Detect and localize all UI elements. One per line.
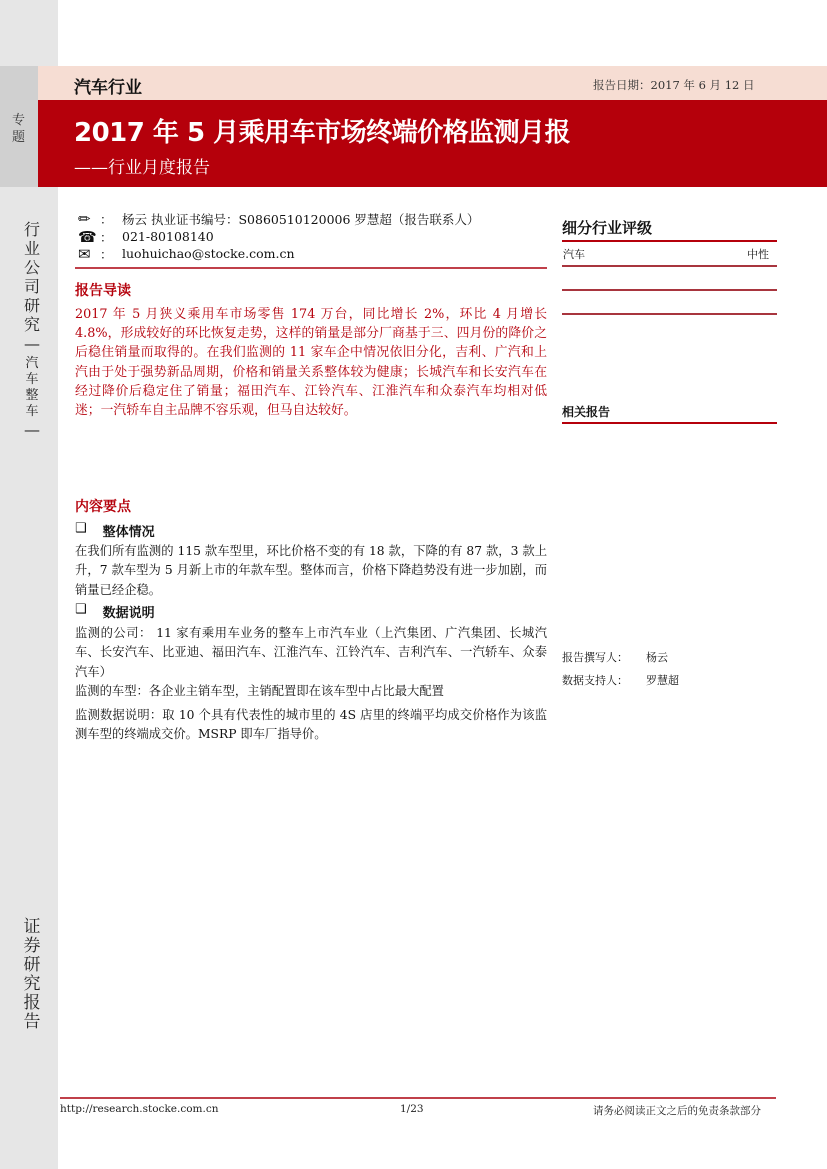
- page-subtitle: ——行业月度报告: [74, 158, 210, 178]
- overall-title: 整体情况: [102, 525, 155, 540]
- rating-divider-4: [562, 313, 777, 315]
- email-link[interactable]: luohuichao@stocke.com.cn: [122, 246, 295, 261]
- monitored-models: 监测的车型：各企业主销车型，主销配置即在该车型中占比最大配置: [75, 684, 444, 698]
- colon: ：: [100, 246, 113, 262]
- square-bullet-icon: ❑: [75, 521, 87, 536]
- rating-value: 中性: [747, 248, 769, 261]
- vertical-subcategory: 汽 车 整 车: [25, 356, 39, 419]
- author-label: 报告撰写人：: [562, 651, 628, 664]
- page-number: 1/23: [400, 1103, 424, 1115]
- analyst-info: 杨云 执业证书编号：S0860510120006 罗慧超（报告联系人）: [122, 211, 480, 227]
- rating-heading: 细分行业评级: [562, 219, 653, 237]
- industry-label: 汽车行业: [74, 78, 142, 98]
- contact-analyst: [78, 210, 479, 227]
- colon: ：: [100, 211, 113, 227]
- overall-text: 在我们所有监测的 115 款车型里，环比价格不变的有 18 款，下降的有 87 款，3 款上升，7 款车型为 5 月新上市的年款车型。整体而言，价格下降趋势没有进一步加剧，而销量已经企稳。: [75, 544, 547, 597]
- content-heading: 内容要点: [75, 499, 131, 515]
- author-name: 杨云: [646, 651, 668, 664]
- phone-number: 021-80108140: [122, 229, 214, 244]
- phone-icon: ☎: [78, 227, 97, 246]
- report-type-tag: 专 题: [12, 113, 26, 145]
- footer-url[interactable]: http://research.stocke.com.cn: [60, 1103, 219, 1115]
- contact-email: [78, 245, 295, 262]
- rating-sector: 汽车: [563, 248, 585, 261]
- pencil-icon: ✏: [78, 209, 91, 228]
- intro-text: 2017 年 5 月狭义乘用车市场零售 174 万台，同比增长 2%，环比 4 月增长 4.8%，形成较好的环比恢复走势，这样的销量是部分厂商基于三、四月份的降价之后稳住销量而取得的。在我们监测的 11 家车企中情况依旧分化，吉利、广汽和上汽由于处于强势新品周期，价格和销量关系整体较为健康；长城汽车和长安汽车在经过降价后稳定住了销量；福田汽车、江铃汽车、江淮汽车和众泰汽车均相对低迷；一汽轿车自主品牌不容乐观，但马自达较好。: [75, 307, 547, 419]
- related-divider: [562, 422, 777, 424]
- page-title: 2017 年 5 月乘用车市场终端价格监测月报: [74, 118, 571, 148]
- data-method: 监测数据说明：取 10 个具有代表性的城市里的 4S 店里的终端平均成交价格作为该监测车型的终端成交价。MSRP 即车厂指导价。: [75, 708, 547, 742]
- footer-divider: [60, 1097, 776, 1099]
- vertical-category: 行 业 公 司 研 究: [23, 220, 40, 334]
- intro-heading: 报告导读: [75, 283, 131, 299]
- data-section-title: [75, 602, 155, 621]
- rating-divider-2: [562, 265, 777, 267]
- envelope-icon: ✉: [78, 244, 91, 263]
- divider: [75, 267, 547, 269]
- colon: ：: [100, 229, 113, 245]
- related-reports-heading: 相关报告: [562, 405, 611, 419]
- contact-phone: [78, 228, 214, 245]
- rating-divider-3: [562, 289, 777, 291]
- footer-disclaimer: 请务必阅读正文之后的免责条款部分: [593, 1105, 761, 1117]
- vertical-dash-2: —: [24, 420, 40, 439]
- square-bullet-icon: ❑: [75, 602, 87, 617]
- monitored-companies: 监测的公司： 11 家有乘用车业务的整车上市汽车业（上汽集团、广汽集团、长城汽车、长安汽车、比亚迪、福田汽车、江淮汽车、江铃汽车、吉利汽车、一汽轿车、众泰汽车）: [75, 626, 547, 679]
- support-name: 罗慧超: [646, 674, 679, 687]
- data-title: 数据说明: [102, 606, 155, 621]
- rating-divider: [562, 240, 777, 242]
- vertical-dash: —: [24, 334, 40, 353]
- report-date: 报告日期：2017 年 6 月 12 日: [593, 78, 755, 92]
- vertical-report-label: 证 券 研 究 报 告: [23, 917, 41, 1032]
- support-label: 数据支持人：: [562, 674, 628, 687]
- overall-section-title: [75, 521, 155, 540]
